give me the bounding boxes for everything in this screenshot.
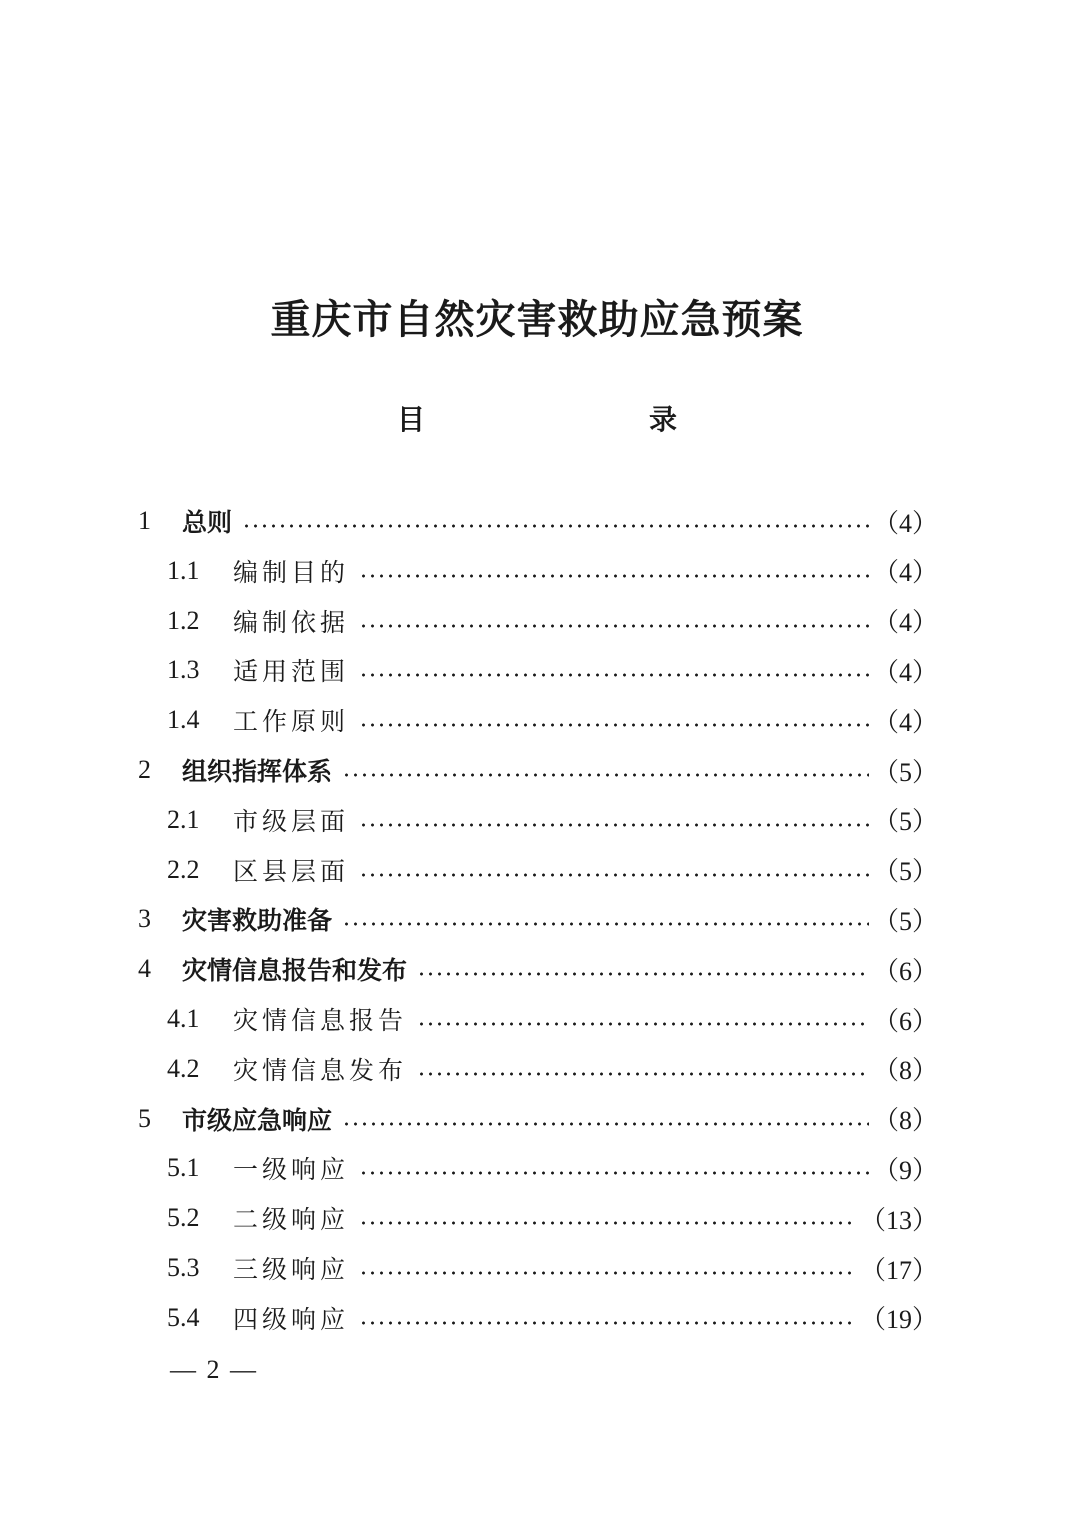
toc-entry-label: 四级响应 (233, 1304, 350, 1334)
page-number: — 2 — (170, 1355, 258, 1384)
toc-entry-number: 4.2 (167, 1053, 200, 1083)
toc-dot-leader (359, 1171, 869, 1175)
toc-entry-label: 灾情信息报告和发布 (182, 956, 408, 986)
toc-entry-label: 市级应急响应 (182, 1105, 333, 1135)
toc-entry-page: （6） (872, 1006, 938, 1036)
toc-entry-number: 3 (138, 904, 151, 934)
toc-entry[interactable] (167, 645, 938, 695)
toc-entry[interactable] (138, 745, 938, 795)
toc-entry-page: （5） (872, 807, 938, 837)
toc-entry-page: （19） (859, 1305, 938, 1335)
toc-dot-leader (359, 873, 869, 877)
toc-entry-page: （4） (872, 508, 938, 538)
toc-entry-number: 4.1 (167, 1004, 200, 1033)
toc-entry-number: 1.4 (167, 705, 200, 735)
toc-entry-page: （4） (872, 657, 938, 687)
toc-entry[interactable] (167, 1044, 938, 1094)
toc-entry-page: （8） (872, 1056, 938, 1086)
toc-entry-page: （9） (872, 1155, 938, 1185)
document-title: 重庆市自然灾害救助应急预案 (270, 296, 804, 343)
toc-entry-page: （8） (872, 1106, 938, 1136)
toc-dot-leader (359, 624, 869, 628)
toc-dot-leader (359, 673, 869, 677)
toc-entry[interactable] (167, 795, 938, 845)
toc-entry[interactable] (138, 1094, 938, 1144)
toc-dot-leader (417, 1072, 869, 1076)
toc-entry-page: （6） (872, 956, 938, 986)
toc-entry-number: 5.1 (167, 1153, 200, 1183)
toc-dot-leader (342, 773, 869, 777)
toc-entry[interactable] (167, 695, 938, 745)
toc-entry-label: 灾害救助准备 (182, 906, 333, 936)
toc-entry-label: 适用范围 (233, 657, 350, 687)
toc-entry-number: 1.1 (167, 555, 200, 585)
toc-entry-number: 4 (138, 954, 151, 984)
toc-heading: 目 录 (396, 403, 733, 436)
toc-dot-leader (359, 1271, 856, 1275)
toc-entry[interactable] (138, 894, 938, 944)
toc-entry-number: 2.1 (167, 804, 200, 834)
toc-entry-number: 1 (138, 506, 151, 535)
toc-entry-label: 组织指挥体系 (182, 757, 333, 786)
toc-entry-page: （4） (872, 558, 938, 588)
toc-dot-leader (359, 723, 869, 727)
toc-entry-page: （5） (872, 757, 938, 787)
toc-entry-page: （4） (872, 707, 938, 737)
toc-entry[interactable] (167, 994, 938, 1044)
toc-dot-leader (359, 574, 869, 578)
toc-entry-page: （5） (872, 906, 938, 936)
toc-entry-number: 5 (138, 1103, 151, 1133)
toc-entry-label: 区县层面 (233, 856, 350, 886)
toc-entry-label: 编制目的 (233, 557, 350, 587)
toc-entry-number: 5.3 (167, 1253, 200, 1282)
toc-entry-label: 一级响应 (233, 1155, 350, 1185)
toc-entry[interactable] (167, 1193, 938, 1243)
toc-entry-label: 工作原则 (233, 707, 350, 737)
toc-dot-leader (242, 524, 869, 528)
toc-entry[interactable] (167, 1293, 938, 1343)
toc-entry-label: 灾情信息报告 (233, 1006, 408, 1035)
toc-entry[interactable] (167, 1143, 938, 1193)
toc-dot-leader (359, 1221, 856, 1225)
toc-entry[interactable] (167, 1243, 938, 1293)
toc-dot-leader (342, 922, 869, 926)
toc-entry-number: 5.4 (167, 1302, 200, 1332)
toc-dot-leader (417, 972, 869, 976)
toc-entry-number: 1.2 (167, 605, 200, 635)
toc-entry-number: 5.2 (167, 1203, 200, 1233)
toc-entry-label: 编制依据 (233, 607, 350, 637)
toc-dot-leader (417, 1022, 869, 1026)
toc-entry-page: （4） (872, 608, 938, 638)
toc-entry[interactable] (167, 596, 938, 646)
toc-dot-leader (359, 823, 869, 827)
toc-entry-number: 1.3 (167, 655, 200, 685)
toc-entry-page: （13） (859, 1205, 938, 1235)
toc-entry-label: 市级层面 (233, 806, 350, 836)
toc-entry-label: 二级响应 (233, 1205, 350, 1235)
toc-entry[interactable] (167, 845, 938, 895)
toc-dot-leader (342, 1122, 869, 1126)
toc-entry-page: （17） (859, 1255, 938, 1285)
toc-dot-leader (359, 1321, 856, 1325)
toc-entry[interactable] (138, 944, 938, 994)
toc-entry-label: 总则 (182, 508, 233, 537)
toc-entry-label: 三级响应 (233, 1255, 350, 1284)
toc-entry-number: 2.2 (167, 854, 200, 884)
toc-entry[interactable] (138, 496, 938, 546)
toc-entry-page: （5） (872, 857, 938, 887)
toc-entry-number: 2 (138, 755, 151, 784)
toc-entry[interactable] (167, 546, 938, 596)
toc-entry-label: 灾情信息发布 (233, 1055, 408, 1085)
